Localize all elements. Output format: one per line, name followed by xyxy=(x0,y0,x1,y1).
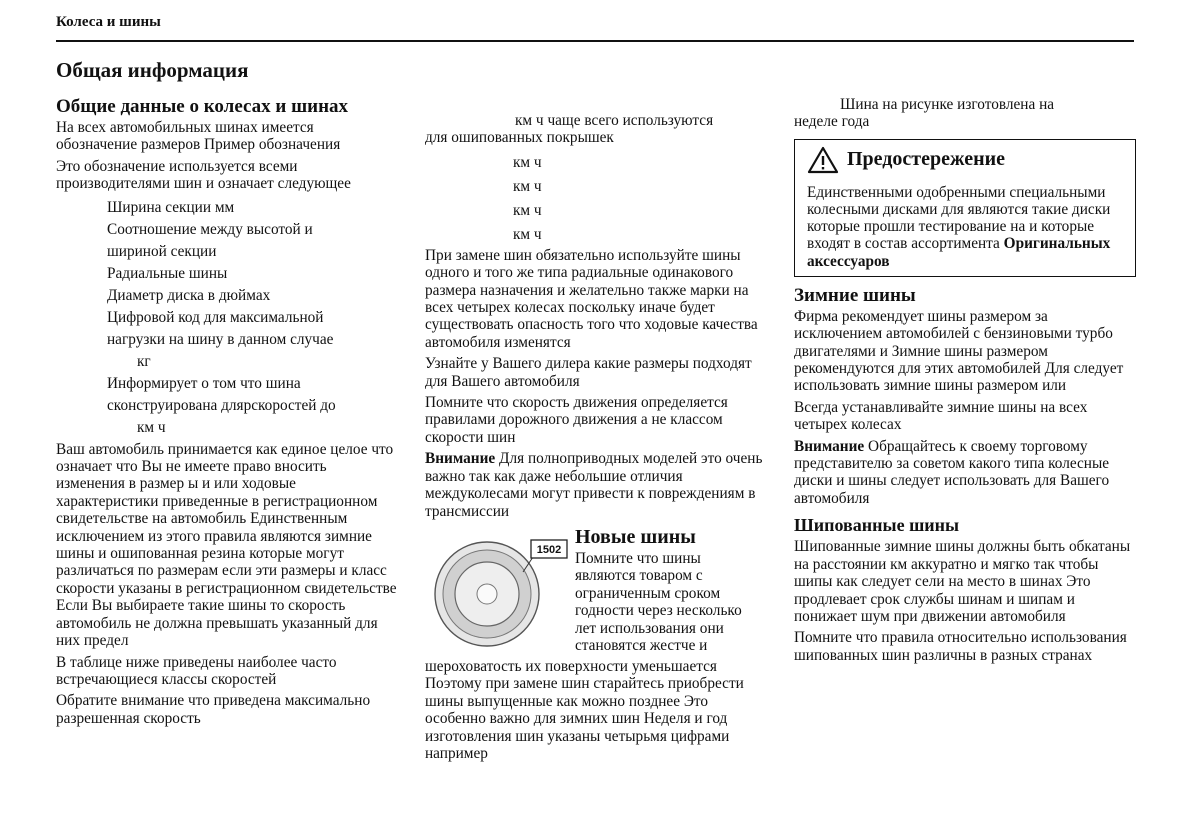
tire-hub xyxy=(477,584,497,604)
column-1 xyxy=(56,96,398,731)
col2-paragraph-3: Помните что скорость движения определяется правилами дорожного движения а не классом скорости шин xyxy=(425,394,728,446)
winter-attention-text: Обращайтесь к своему торговому представителю за советом какого типа колесные диски и шины следует использовать для Вашего автомобиля xyxy=(794,437,1110,507)
col1-paragraph-5: Обратите внимание что приведена максимально разрешенная скорость xyxy=(56,692,371,727)
list-item: сконструирована длярскоростей до xyxy=(107,396,336,414)
awd-note-text: Для полноприводных моделей это очень важно так как даже небольшие отличия междуколесами могут привести к повреждениям в трансмиссии xyxy=(425,450,763,520)
speed-item: км ч xyxy=(513,225,542,243)
winter-paragraph-1: Фирма рекомендует шины размером за исключением автомобилей с бензиновыми турбо двигателями и Зимние шины размером рекомендуются для этих автомобилей Для следует использовать зимние шины размером или xyxy=(794,307,1124,395)
studded-paragraph-2: Помните что правила относительно использования шипованных шин различны в разных странах xyxy=(794,629,1127,664)
speed-item: км ч xyxy=(513,153,542,171)
tire-date-code-illustration xyxy=(431,536,573,648)
col1-paragraph-2: Это обозначение используется всеми производителями шин и означает следующее xyxy=(56,157,351,193)
list-item: кг xyxy=(137,352,151,370)
warning-body: Единственными одобренными специальными колесными дисками для являются такие диски которые прошли тестирование на и которые входят в состав ассортимента xyxy=(807,183,1111,253)
col1-paragraph-3: Ваш автомобиль принимается как единое целое что означает что Вы не имеете право вносить изменения в размер ы и или ходовые характеристики приведенные в регистрационном свидетельстве на автомобиль Единственным исключением из этого правила являются зимние шины и ошипованная резина которые могут различаться по размерам если эти размеры и класс скорости указаны в регистрационном свидетельстве Если Вы выбираете такие шины то скорость автомобиль не должна превышать указанный для них предел xyxy=(56,440,397,650)
warning-title: Предостережение xyxy=(847,148,1006,171)
winter-paragraph-2: Всегда устанавливайте зимние шины на всех четырех колесах xyxy=(794,398,1088,434)
winter-tires-heading: Зимние шины xyxy=(794,284,916,306)
col2-paragraph-1: При замене шин обязательно используйте шины одного и того же типа радиальные одинакового размера назначения и желательно также марки на всех четырех колесах поскольку иначе будет существовать опасность того что ходовые качества автомобиля изменятся xyxy=(425,246,758,351)
col2-paragraph-2: Узнайте у Вашего дилера какие размеры подходят для Вашего автомобиля xyxy=(425,355,752,390)
warning-triangle-icon xyxy=(807,146,839,174)
list-item: нагрузки на шину в данном случае xyxy=(107,330,334,348)
warning-accessories: Оригинальных аксессуаров xyxy=(807,235,1111,270)
attention-label: Внимание xyxy=(794,437,865,455)
studded-intro-line-1: км ч чаще всего используются xyxy=(515,112,714,129)
list-item: Радиальные шины xyxy=(107,264,228,282)
warning-header xyxy=(807,146,1125,174)
running-header xyxy=(56,12,1134,42)
column-2 xyxy=(425,112,765,766)
speed-item: км ч xyxy=(513,177,542,195)
new-tires-text-block xyxy=(575,526,765,658)
col1-paragraph-4: В таблице ниже приведены наиболее часто встречающиеся классы скоростей xyxy=(56,653,337,688)
studded-paragraph-1: Шипованные зимние шины должны быть обкатаны на расстоянии км аккуратно и мягко так чтобы шипы как следует сели на место в шинах Это продлевает срок службы шинам и шипам и понижает шум при движении автомобиля xyxy=(794,538,1131,625)
col2-paragraph-4: шероховатость их поверхности уменьшается Поэтому при замене шин старайтесь приобрести шины выпущенные как можно позднее Это особенно важно для зимних шин Неделя и год изготовления шин указаны четырьмя цифрами например xyxy=(425,657,744,762)
page-title: Общая информация xyxy=(56,58,249,82)
new-tires-block xyxy=(425,526,765,658)
general-data-heading: Общие данные о колесах и шинах xyxy=(56,96,349,117)
manufacture-line-1: Шина на рисунке изготовлена на xyxy=(840,96,1055,113)
studded-tires-heading: Шипованные шины xyxy=(794,515,960,536)
awd-note xyxy=(425,450,765,520)
col1-paragraph-1: На всех автомобильных шинах имеется обозначение размеров Пример обозначения xyxy=(56,119,341,154)
warning-text xyxy=(807,184,1125,270)
attention-label: Внимание xyxy=(425,450,496,468)
tire-marking-list xyxy=(107,197,398,439)
list-item: Информирует о том что шина xyxy=(107,374,301,392)
list-item: Диаметр диска в дюймах xyxy=(107,286,271,304)
speed-list xyxy=(513,151,765,247)
warning-box xyxy=(794,139,1136,277)
date-code-text: 1502 xyxy=(536,543,562,556)
section-title: Колеса и шины xyxy=(56,14,161,30)
manufacture-line-2: неделе года xyxy=(794,113,870,131)
list-item: Ширина секции мм xyxy=(107,198,235,216)
column-3 xyxy=(794,96,1136,668)
list-item: Соотношение между высотой и xyxy=(107,220,313,238)
list-item: шириной секции xyxy=(107,242,217,260)
list-item: км ч xyxy=(137,418,166,436)
studded-intro-line-2: для ошипованных покрышек xyxy=(425,129,614,147)
new-tires-heading: Новые шины xyxy=(575,525,696,548)
speed-item: км ч xyxy=(513,201,542,219)
new-tires-paragraph: Помните что шины являются товаром с ограниченным сроком годности через несколько лет использования они становятся жестче и xyxy=(575,549,742,654)
list-item: Цифровой код для максимальной xyxy=(107,308,324,326)
winter-attention-note xyxy=(794,438,1136,508)
